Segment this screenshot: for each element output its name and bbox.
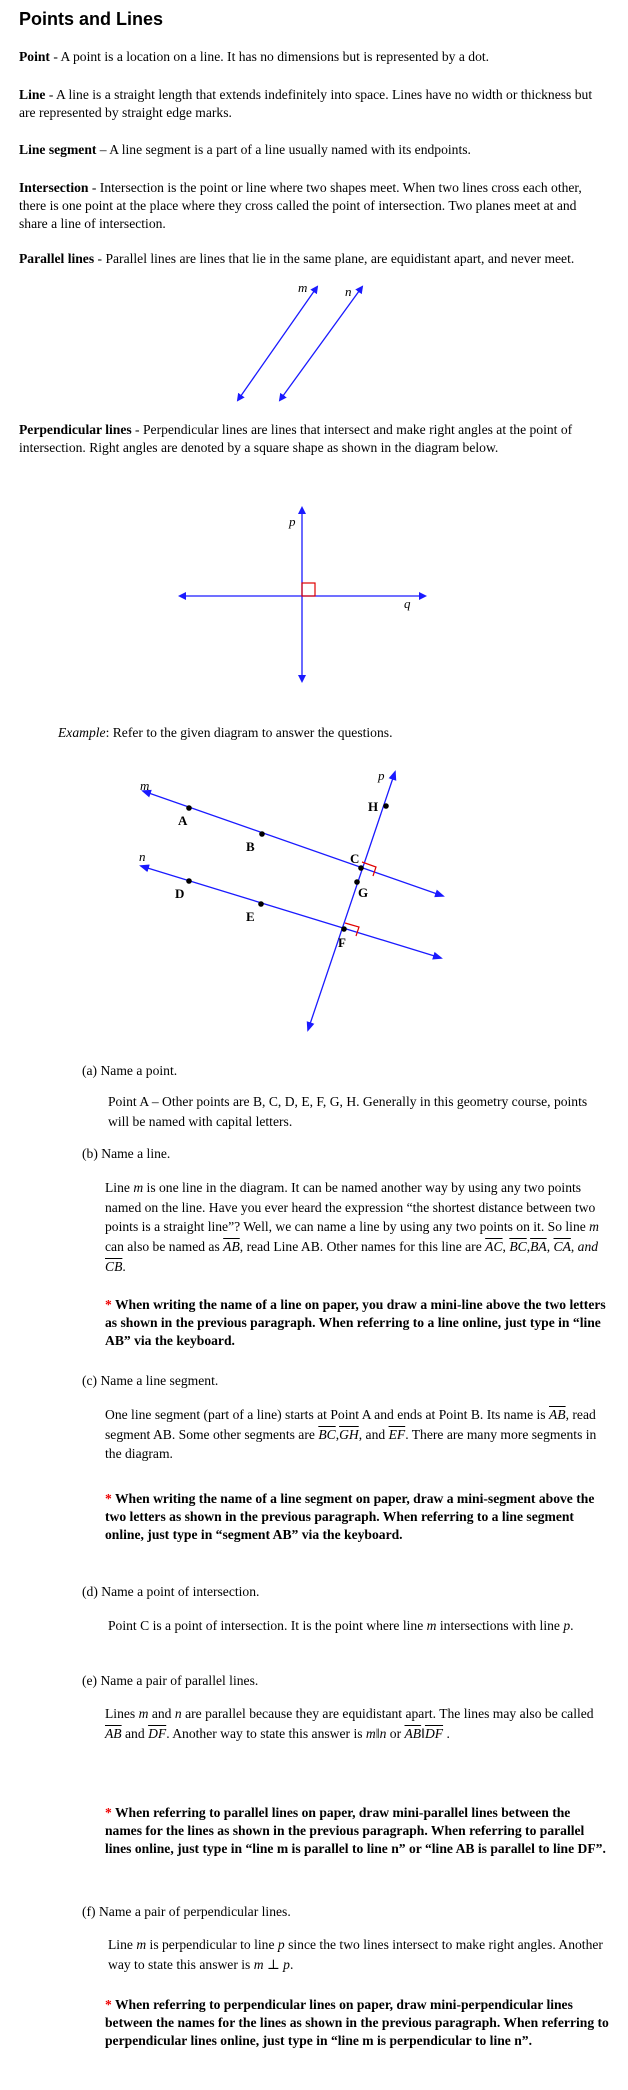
point-h [383,803,389,809]
point-f [341,926,347,932]
page-title: Points and Lines [19,9,164,29]
label-p: p [289,514,296,529]
answer-b: Line m is one line in the diagram. It can be named another way by using any two points named on the line. Have you ever heard the expression “the shortest distance between two points is a straight line”? Well, we can name a line by using any two points on it. So line m can also be named as $\overline{AB}$, read Line AB. Other names for this line are $\overline{AC}$, $\overline{BC},\overline{BA}$, $\overline{CA}$, and $\overline{CB}$. [105,1180,599,1274]
definition-perpendicular-lines: Perpendicular lines - Perpendicular lines are lines that intersect and make right angles at the point of intersection. Right angles are denoted by a square shape as shown in the diagram below. [19,422,573,455]
point-c [358,865,364,871]
label-a: A [178,813,188,828]
label-m: m [140,778,150,793]
label-q: q [404,596,411,611]
definition-point: Point - A point is a location on a line. It has no dimensions but is represented by a dot. [19,49,490,64]
label-m: m [298,280,308,295]
definition-parallel-lines: Parallel lines - Parallel lines are lines that lie in the same plane, are equidistant apart, and never meet. [19,251,575,266]
answer-c: One line segment (part of a line) starts at Point A and ends at Point B. Its name is $\overline{AB}$, read segment AB. Some other segments are $\overline{BC},\overline{GH}$, and $\overline{EF}$. There are many more segments in the diagram. [105,1407,597,1462]
question-f: (f) Name a pair of perpendicular lines. [82,1904,291,1919]
answer-a: Point A – Other points are B, C, D, E, F, G, H. Generally in this geometry course, points will be named with capital letters. [108,1094,588,1129]
note-f: * When referring to perpendicular lines on paper, draw mini-perpendicular lines between the names for the lines as shown in the previous paragraph. When referring to perpendicular lines online, just type in “line m is perpendicular to line n”. [105,1997,609,2048]
label-h: H [368,799,379,814]
label-e: E [246,909,255,924]
definition-line: Line - A line is a straight length that extends indefinitely into space. Lines have no width or thickness but are represented by straight edge marks. [19,87,593,120]
question-c: (c) Name a line segment. [82,1373,219,1388]
label-g: G [358,885,369,900]
label-f: F [338,935,346,950]
line-ab-notation: $\overline{AB}$ [223,1239,240,1255]
definition-line-segment: Line segment – A line segment is a part of a line usually named with its endpoints. [19,142,471,157]
answer-d: Point C is a point of intersection. It is the point where line m intersections with line p. [108,1618,574,1633]
answer-e: Lines m and n are parallel because they are equidistant apart. The lines may also be called $\overline{AB}$ and $\overline{DF}$. Another way to state this answer is m‖n or $\overline{AB}‖\overline{DF}$ . [105,1706,594,1741]
point-d [186,878,192,884]
line-p [308,772,395,1030]
question-a: (a) Name a point. [82,1063,178,1078]
label-c: C [350,851,360,866]
label-n: n [139,849,146,864]
point-b [259,831,265,837]
note-c: * When writing the name of a line segment on paper, draw a mini-segment above the two letters as shown in the previous paragraph. When referring to a line segment online, just type in “segment AB” via the keyboard. [105,1491,595,1542]
label-d: D [175,886,185,901]
point-g [354,879,360,885]
example-intro: Example: Refer to the given diagram to answer the questions. [58,725,393,740]
note-b: * When writing the name of a line on paper, you draw a mini-line above the two letters as shown in the previous paragraph. When referring to a line online, just type in “line AB” via the keyboard. [105,1297,606,1348]
point-a [186,805,192,811]
label-b: B [246,839,255,854]
point-e [258,901,264,907]
note-e: * When referring to parallel lines on paper, draw mini-parallel lines between the names for the lines as shown in the previous paragraph. When referring to parallel lines online, just type in “line m is parallel to line n” or “line AB is parallel to line DF”. [105,1805,606,1856]
question-d: (d) Name a point of intersection. [82,1584,260,1599]
label-n: n [345,284,352,299]
question-e: (e) Name a pair of parallel lines. [82,1673,259,1688]
answer-f: Line m is perpendicular to line p since the two lines intersect to make right angles. Another way to state this answer is m ⊥ p. [108,1937,603,1972]
label-p: p [378,768,385,783]
question-b: (b) Name a line. [82,1146,171,1161]
definition-intersection: Intersection - Intersection is the point or line where two shapes meet. When two lines cross each other, there is one point at the place where they cross called the point of intersection. Two planes meet at and share a line of intersection. [19,180,582,231]
